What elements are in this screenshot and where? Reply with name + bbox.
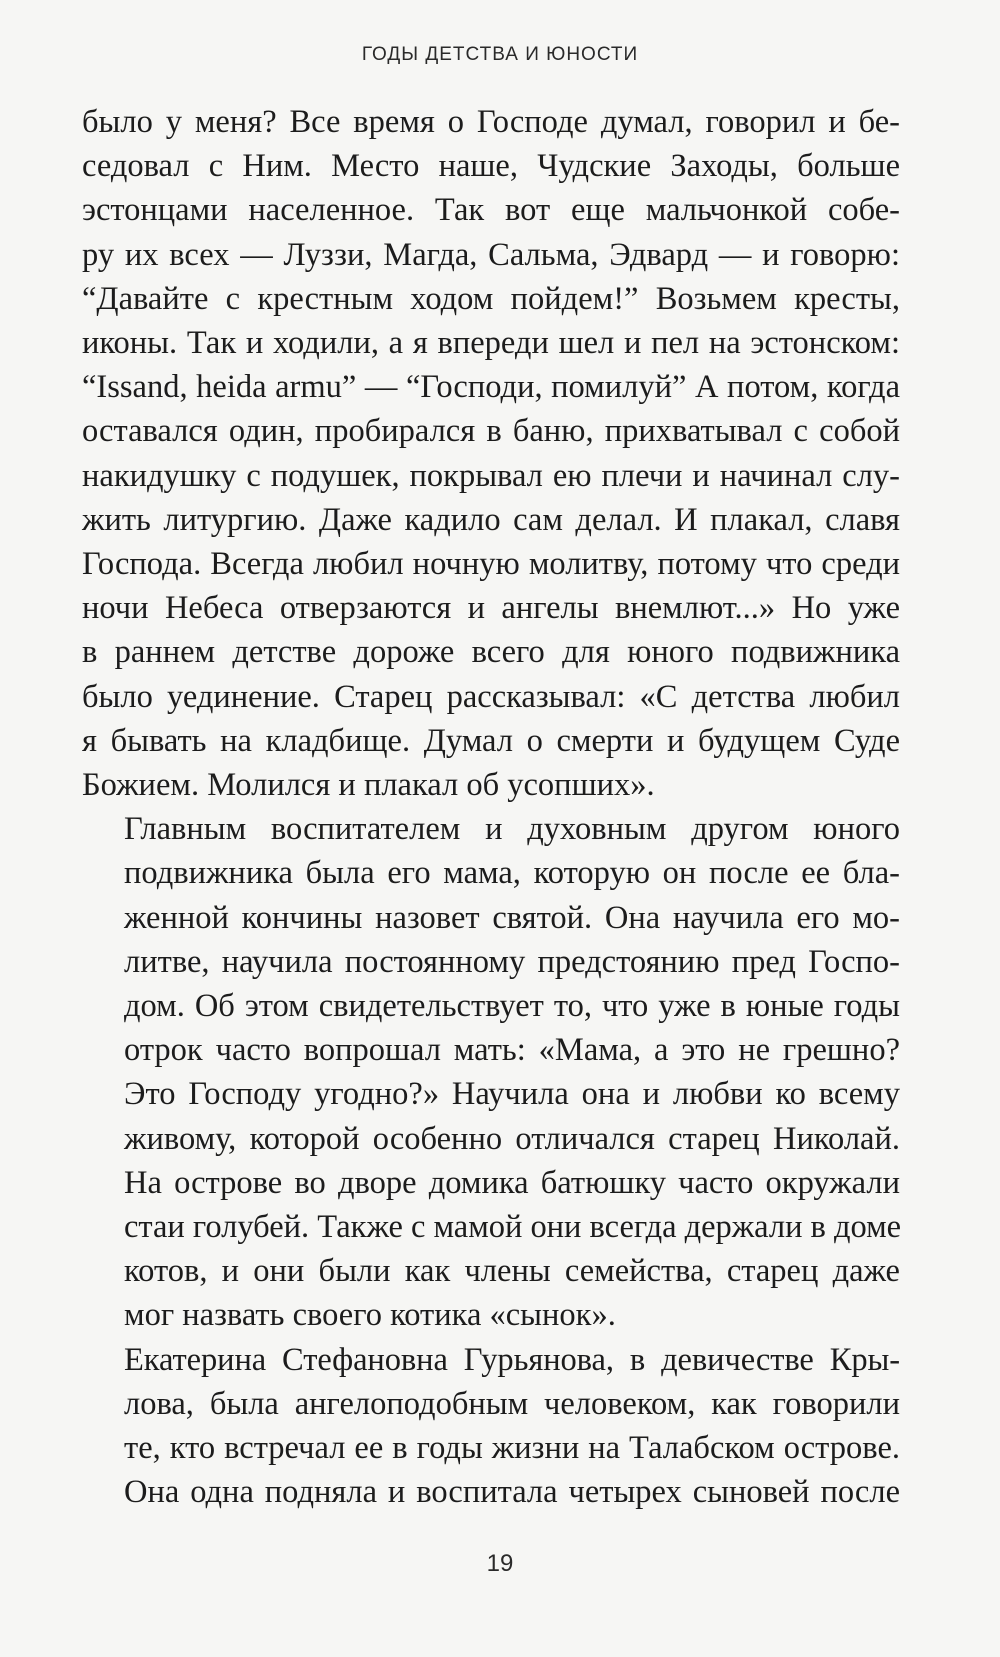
paragraph-3 [82, 1338, 900, 1515]
text-line: женной кончины назовет святой. Она научила его мо- [124, 899, 900, 936]
text-line: я бывать на кладбище. Думал о смерти и будущем Суде [82, 722, 900, 759]
text-line: мог назвать своего котика «сынок». [124, 1297, 616, 1334]
text-line: живому, которой особенно отличался старец Николай. [124, 1120, 900, 1157]
text-line: Екатерина Стефановна Гурьянова, в девичестве Кры- [124, 1341, 900, 1378]
page-number: 19 [486, 1550, 514, 1577]
text-line: иконы. Так и ходили, а я впереди шел и пел на эстонском: [82, 325, 900, 362]
running-head: ГОДЫ ДЕТСТВА И ЮНОСТИ [361, 44, 639, 65]
text-line: Главным воспитателем и духовным другом юного [124, 811, 900, 848]
text-line: накидушку с подушек, покрывал ею плечи и начинал слу- [82, 457, 900, 494]
body-text [82, 100, 900, 1515]
text-line: Это Господу угодно?» Научила она и любви ко всему [124, 1076, 900, 1113]
text-line: котов, и они были как члены семейства, старец даже [124, 1253, 900, 1290]
paragraph-1 [82, 100, 900, 807]
text-line: было уединение. Старец рассказывал: «С детства любил [82, 678, 900, 715]
text-line: те, кто встречал ее в годы жизни на Талабском острове. [124, 1430, 900, 1467]
text-line: дом. Об этом свидетельствует то, что уже в юные годы [124, 988, 900, 1025]
text-line: лова, была ангелоподобным человеком, как говорили [124, 1385, 900, 1422]
text-line: было у меня? Все время о Господе думал, говорил и бе- [82, 104, 900, 140]
text-line: литве, научила постоянному предстоянию пред Госпо- [124, 943, 900, 980]
text-line: подвижника была его мама, которую он после ее бла- [124, 855, 900, 892]
text-line: ночи Небеса отверзаются и ангелы внемлют...» Но уже [82, 590, 900, 627]
text-line: седовал с Ним. Место наше, Чудские Заходы, больше [82, 148, 900, 185]
text-line: отрок часто вопрошал мать: «Мама, а это не грешно? [124, 1032, 900, 1069]
text-line: На острове во дворе домика батюшку часто окружали [124, 1164, 900, 1201]
text-line: стаи голубей. Также с мамой они всегда держали в доме [124, 1209, 902, 1246]
text-line: Она одна подняла и воспитала четырех сыновей после [124, 1474, 900, 1511]
text-line: оставался один, пробирался в баню, прихватывал с собой [82, 413, 900, 450]
text-line: в раннем детстве дороже всего для юного подвижника [82, 634, 900, 671]
text-line: эстонцами населенное. Так вот еще мальчонкой собе- [82, 192, 900, 229]
text-line: ру их всех — Луззи, Магда, Сальма, Эдвард — и говорю: [82, 236, 900, 273]
text-line: “Issand, heida armu” — “Господи, помилуй” А потом, когда [82, 369, 900, 406]
text-line: жить литургию. Даже кадило сам делал. И плакал, славя [82, 501, 900, 538]
text-line: Господа. Всегда любил ночную молитву, потому что среди [82, 546, 900, 583]
text-line: “Давайте с крестным ходом пойдем!” Возьмем кресты, [82, 280, 900, 317]
text-line: Божием. Молился и плакал об усопших». [82, 767, 655, 804]
paragraph-2 [82, 807, 900, 1337]
